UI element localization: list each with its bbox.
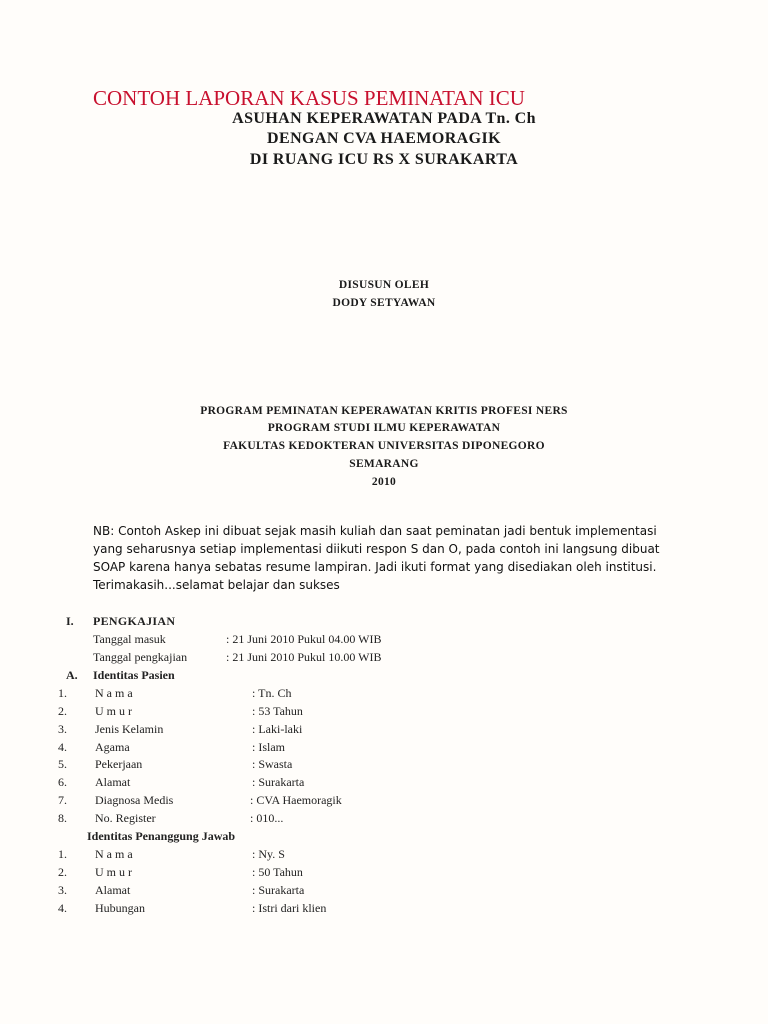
field-value: : Swasta — [252, 757, 293, 771]
row-number: 4. — [58, 740, 67, 754]
note-paragraph — [93, 522, 693, 594]
field-label: Hubungan — [95, 901, 145, 915]
field-value: : CVA Haemoragik — [250, 793, 342, 807]
subsection-letter: A. — [66, 668, 78, 682]
note-line: NB: Contoh Askep ini dibuat sejak masih kuliah dan saat peminatan jadi bentuk implementasi — [93, 524, 657, 538]
field-label: N a m a — [95, 686, 133, 700]
field-label: Alamat — [95, 775, 131, 789]
author-name: DODY SETYAWAN — [332, 297, 436, 309]
date-label: Tanggal masuk — [93, 632, 166, 646]
field-value: : 010... — [250, 811, 284, 825]
field-label: Pekerjaan — [95, 757, 143, 771]
field-label: Diagnosa Medis — [95, 793, 174, 807]
row-number: 3. — [58, 883, 67, 897]
field-value: : 53 Tahun — [252, 704, 303, 718]
field-label: Jenis Kelamin — [95, 722, 164, 736]
date-value: : 21 Juni 2010 Pukul 04.00 WIB — [226, 632, 382, 646]
row-number: 1. — [58, 847, 67, 861]
field-label: Agama — [95, 740, 130, 754]
row-number: 2. — [58, 704, 67, 718]
date-label: Tanggal pengkajian — [93, 650, 188, 664]
row-number: 2. — [58, 865, 67, 879]
row-number: 6. — [58, 775, 67, 789]
institution-city: SEMARANG — [349, 458, 419, 470]
guardian-title: Identitas Penanggung Jawab — [87, 829, 236, 843]
institution-line-1: PROGRAM PEMINATAN KEPERAWATAN KRITIS PROFESI NERS — [200, 405, 568, 417]
field-value: : Ny. S — [252, 847, 285, 861]
row-number: 3. — [58, 722, 67, 736]
field-label: U m u r — [95, 865, 132, 879]
field-label: No. Register — [95, 811, 156, 825]
red-heading: CONTOH LAPORAN KASUS PEMINATAN ICU — [93, 86, 525, 110]
field-label: N a m a — [95, 847, 133, 861]
row-number: 1. — [58, 686, 67, 700]
field-value: : Surakarta — [252, 883, 305, 897]
title-line-2: DENGAN CVA HAEMORAGIK — [267, 130, 501, 147]
date-value: : 21 Juni 2010 Pukul 10.00 WIB — [226, 650, 382, 664]
field-value: : Istri dari klien — [252, 901, 327, 915]
note-line: Terimakasih...selamat belajar dan sukses — [93, 578, 340, 592]
title-line-3: DI RUANG ICU RS X SURAKARTA — [249, 151, 519, 168]
note-line: SOAP karena hanya sebatas resume lampiran. Jadi ikuti format yang disediakan oleh institusi. — [93, 560, 657, 574]
field-label: Alamat — [95, 883, 131, 897]
field-value: : Surakarta — [252, 775, 305, 789]
field-value: : Islam — [252, 740, 285, 754]
row-number: 7. — [58, 793, 67, 807]
author-label: DISUSUN OLEH — [338, 279, 430, 291]
institution-line-2: PROGRAM STUDI ILMU KEPERAWATAN — [267, 422, 501, 434]
title-line-1: ASUHAN KEPERAWATAN PADA Tn. Ch — [232, 110, 536, 127]
section-number: I. — [66, 614, 74, 628]
subsection-title: Identitas Pasien — [93, 668, 175, 682]
field-value: : 50 Tahun — [252, 865, 303, 879]
institution-year: 2010 — [371, 476, 397, 488]
field-label: U m u r — [95, 704, 132, 718]
field-value: : Tn. Ch — [252, 686, 292, 700]
field-value: : Laki-laki — [252, 722, 303, 736]
institution-line-3: FAKULTAS KEDOKTERAN UNIVERSITAS DIPONEGORO — [223, 440, 545, 452]
note-line: yang seharusnya setiap implementasi diikuti respon S dan O, pada contoh ini langsung dibuat — [93, 542, 660, 556]
row-number: 8. — [58, 811, 67, 825]
row-number: 5. — [58, 757, 67, 771]
section-title: PENGKAJIAN — [93, 614, 176, 628]
row-number: 4. — [58, 901, 67, 915]
